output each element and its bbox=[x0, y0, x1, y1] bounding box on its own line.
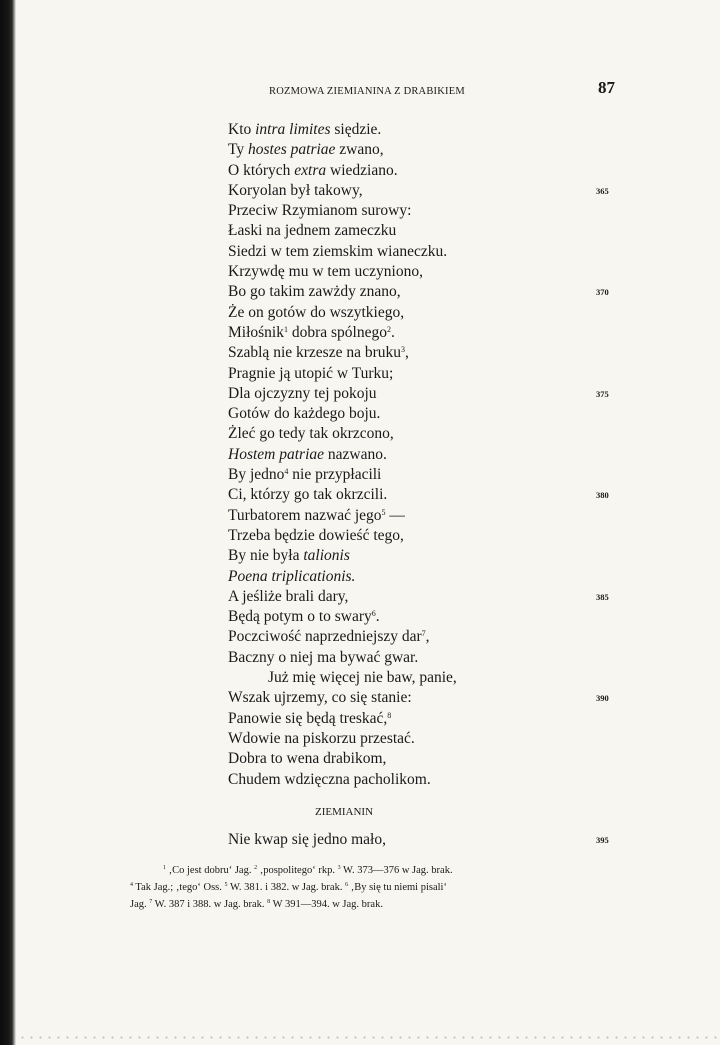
footnote-number: 1 bbox=[163, 865, 166, 871]
verse-line bbox=[228, 282, 628, 302]
footnote-marker: 5 bbox=[381, 507, 386, 517]
verse-text: A jeśliże brali dary, bbox=[228, 587, 349, 605]
footnote-number: 8 bbox=[267, 899, 271, 905]
verse-line bbox=[228, 485, 628, 505]
line-number: 395 bbox=[596, 835, 609, 845]
verse-text: Dobra to wena drabikom, bbox=[228, 750, 387, 768]
verse-line bbox=[228, 120, 628, 140]
line-number: 375 bbox=[596, 388, 609, 399]
verse-line bbox=[228, 262, 628, 282]
verse-text: Dla ojczyzny tej pokoju bbox=[228, 384, 377, 402]
footnote-number: 3 bbox=[337, 865, 341, 871]
verse-line bbox=[228, 323, 628, 343]
verse-text: wiedziano. bbox=[326, 161, 398, 179]
verse-line bbox=[228, 709, 628, 729]
book-spine-shadow bbox=[0, 0, 16, 1045]
line-number: 390 bbox=[596, 693, 609, 704]
footnote-text: W. 387 i 388. w Jag. brak. bbox=[152, 899, 268, 910]
footnote-text: ‚Co jest dobru‘ Jag. bbox=[166, 865, 255, 876]
verse-line bbox=[228, 830, 628, 850]
verse-text: Że on gotów do wszytkiego, bbox=[228, 303, 405, 321]
verse-text: Kto bbox=[228, 121, 256, 138]
verse-text: , bbox=[425, 628, 430, 646]
verse-text: Wdowie na piskorzu przestać. bbox=[228, 729, 415, 747]
verse-line bbox=[228, 749, 628, 769]
verse-text: Szablą nie krzesze na bruku bbox=[228, 344, 402, 362]
line-number: 370 bbox=[596, 287, 609, 298]
verse-text: By jedno bbox=[228, 466, 285, 484]
verse-text: Trzeba będzie dowieść tego, bbox=[228, 526, 404, 544]
verse-text: Hostem patriae bbox=[228, 445, 325, 463]
footnote-number: 7 bbox=[149, 899, 153, 905]
verse-line bbox=[228, 627, 628, 647]
footnote-text: W 391—394. w Jag. brak. bbox=[270, 899, 383, 910]
verse-line bbox=[228, 303, 628, 323]
verse-text: Chudem wdzięczna pacholikom. bbox=[228, 770, 431, 788]
footnote-number: 2 bbox=[254, 865, 258, 871]
footnote-text: ‚pospolitego‘ rkp. bbox=[257, 865, 338, 876]
verse-text: — bbox=[385, 506, 405, 524]
verse-text: Koryolan był takowy, bbox=[228, 181, 363, 199]
verse-line bbox=[228, 648, 628, 668]
verse-text: . bbox=[391, 323, 395, 341]
verse-text: nazwano. bbox=[324, 445, 387, 463]
verse-text: Poena triplicationis. bbox=[228, 567, 356, 585]
footnote-number: 4 bbox=[130, 882, 133, 888]
footnote-marker: 4 bbox=[284, 467, 289, 477]
verse-line bbox=[228, 201, 628, 221]
verse-text: intra limites bbox=[255, 121, 331, 138]
footnote-marker: 3 bbox=[401, 345, 406, 355]
verse-text: Będą potym o to swary bbox=[228, 608, 372, 626]
verse-line bbox=[228, 343, 628, 363]
verse-line bbox=[228, 567, 628, 587]
verse-text: Turbatorem nazwać jego bbox=[228, 506, 382, 524]
verse-line bbox=[228, 161, 628, 181]
page-number: 87 bbox=[598, 78, 615, 97]
scan-edge-dots bbox=[18, 1036, 720, 1039]
verse-line bbox=[228, 770, 628, 790]
line-number: 380 bbox=[596, 490, 609, 501]
verse-line bbox=[228, 506, 628, 526]
verse-text: , bbox=[405, 344, 409, 362]
footnote-number: 6 bbox=[345, 882, 349, 888]
verse-text: Pragnie ją utopić w Turku; bbox=[228, 364, 394, 382]
verse-line bbox=[228, 181, 628, 201]
verse-text: Miłośnik bbox=[228, 323, 284, 341]
footnote-text: W. 373—376 w Jag. brak. bbox=[340, 865, 453, 876]
verse-text: extra bbox=[294, 161, 327, 179]
running-title: ROZMOWA ZIEMIANINA Z DRABIKIEM bbox=[269, 86, 465, 97]
footnote-text: Tak Jag.; ‚tego‘ Oss. bbox=[133, 882, 225, 893]
footnote-line bbox=[130, 896, 615, 913]
verse-line bbox=[228, 668, 628, 688]
verse-text: Siedzi w tem ziemskim wianeczku. bbox=[228, 242, 448, 260]
verse-line bbox=[228, 221, 628, 241]
verse-text: Krzywdę mu w tem uczyniono, bbox=[228, 263, 423, 281]
line-number: 365 bbox=[596, 185, 609, 196]
verse-text: Bo go takim zawżdy znano, bbox=[228, 283, 401, 301]
verse-text: Ty bbox=[228, 141, 249, 159]
verse-text: zwano, bbox=[335, 141, 384, 159]
verse-text: nie przypłacili bbox=[288, 466, 382, 484]
verse-line bbox=[228, 729, 628, 749]
verse-line bbox=[228, 688, 628, 708]
verse-text: hostes patriae bbox=[248, 141, 336, 159]
verse-text: Baczny o niej ma bywać gwar. bbox=[228, 648, 419, 666]
verse-text: Poczciwość naprzedniejszy dar bbox=[228, 628, 422, 646]
line-number: 385 bbox=[596, 591, 609, 602]
poem-verses bbox=[228, 120, 628, 790]
footnote-line bbox=[130, 862, 615, 879]
verse-text: Nie kwap się jedno mało, bbox=[228, 831, 386, 848]
verse-line bbox=[228, 364, 628, 384]
verse-text: Łaski na jednem zameczku bbox=[228, 222, 397, 240]
footnote-text: Jag. bbox=[130, 899, 150, 910]
verse-text: Wszak ujrzemy, co się stanie: bbox=[228, 689, 412, 707]
footnote-marker: 8 bbox=[387, 710, 392, 720]
footnote-text: W. 381. i 382. w Jag. brak. bbox=[227, 882, 346, 893]
verse-line bbox=[228, 384, 628, 404]
verse-line bbox=[228, 242, 628, 262]
footnote-marker: 7 bbox=[421, 629, 426, 639]
footnote-text: ‚By się tu niemi pisali‘ bbox=[348, 882, 447, 893]
verse-line bbox=[228, 140, 628, 160]
verse-text: talionis bbox=[303, 547, 350, 565]
verse-line bbox=[228, 587, 628, 607]
verse-text: siędzie. bbox=[330, 121, 382, 138]
verse-text: Gotów do każdego boju. bbox=[228, 405, 381, 423]
verse-line bbox=[228, 424, 628, 444]
footnote-marker: 6 bbox=[371, 609, 376, 619]
verse-text: Żleć go tedy tak okrzcono, bbox=[228, 425, 394, 443]
verse-line bbox=[228, 465, 628, 485]
verse-text: . bbox=[375, 608, 380, 626]
final-verse bbox=[228, 830, 628, 850]
verse-text: Panowie się będą treskać, bbox=[228, 709, 388, 727]
footnotes bbox=[130, 862, 615, 913]
verse-text: Przeciw Rzymianom surowy: bbox=[228, 202, 412, 220]
verse-text: Ci, którzy go tak okrzcili. bbox=[228, 486, 388, 504]
footnote-marker: 1 bbox=[283, 324, 288, 334]
speaker-heading: ZIEMIANIN bbox=[315, 806, 374, 818]
verse-text: By nie była bbox=[228, 547, 304, 565]
footnote-marker: 2 bbox=[387, 324, 391, 334]
verse-line bbox=[228, 445, 628, 465]
verse-line bbox=[228, 526, 628, 546]
verse-line bbox=[228, 607, 628, 627]
footnote-line bbox=[130, 879, 615, 896]
verse-text: O których bbox=[228, 161, 295, 179]
verse-line bbox=[228, 404, 628, 424]
footnote-number: 5 bbox=[224, 882, 228, 888]
verse-text: dobra spólnego bbox=[287, 323, 387, 341]
verse-text: Już mię więcej nie baw, panie, bbox=[268, 669, 457, 687]
verse-line bbox=[228, 546, 628, 566]
